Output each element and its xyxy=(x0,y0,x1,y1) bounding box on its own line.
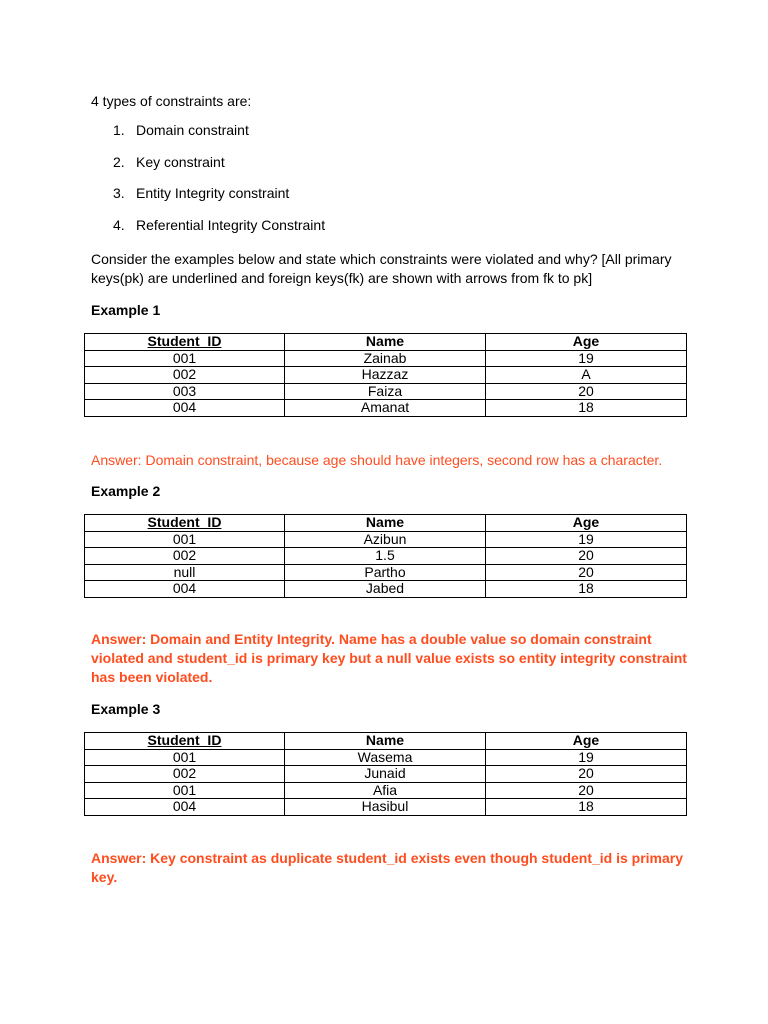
list-number: 3. xyxy=(113,185,125,202)
table-header-row xyxy=(85,515,687,532)
list-number: 2. xyxy=(113,153,125,170)
table-cell: 20 xyxy=(486,782,687,799)
list-item-label: Domain constraint xyxy=(136,122,249,138)
table-cell: 20 xyxy=(486,766,687,783)
example-1-answer: Answer: Domain constraint, because age should have integers, second row has a character. xyxy=(91,452,663,468)
table-cell: 001 xyxy=(85,350,285,367)
table-header-row xyxy=(85,733,687,750)
example-3-table xyxy=(84,732,687,816)
table-cell: 002 xyxy=(85,766,285,783)
table-row xyxy=(85,548,687,565)
column-header xyxy=(85,733,285,750)
column-header: Name xyxy=(285,733,486,750)
example-2-heading: Example 2 xyxy=(91,483,161,499)
table-row xyxy=(85,564,687,581)
table-row xyxy=(85,581,687,598)
column-header xyxy=(85,334,285,351)
column-header xyxy=(85,515,285,532)
table-cell: null xyxy=(85,564,285,581)
list-number: 1. xyxy=(113,122,125,138)
table-cell: 004 xyxy=(85,400,285,417)
table-cell: 19 xyxy=(486,350,687,367)
column-header: Name xyxy=(285,334,486,351)
table-cell: 001 xyxy=(85,531,285,548)
table-cell: 001 xyxy=(85,749,285,766)
table-cell: 001 xyxy=(85,782,285,799)
table-row xyxy=(85,400,687,417)
primary-key-label: Student_ID xyxy=(147,333,222,350)
table-cell: Partho xyxy=(285,564,486,581)
table-cell: Faiza xyxy=(285,383,486,400)
table-row xyxy=(85,350,687,367)
primary-key-label: Student_ID xyxy=(147,514,222,531)
example-2-table xyxy=(84,514,687,598)
table-row xyxy=(85,531,687,548)
table-cell: 003 xyxy=(85,383,285,400)
list-item-label: Entity Integrity constraint xyxy=(136,185,290,202)
table-row xyxy=(85,766,687,783)
table-cell: Wasema xyxy=(285,749,486,766)
example-2-answer: Answer: Domain and Entity Integrity. Name has a double value so domain constraint violated and student_id is primary key but a null value exists so entity integrity constraint has been violated. xyxy=(91,631,687,685)
example-3-answer: Answer: Key constraint as duplicate student_id exists even though student_id is primary key. xyxy=(91,850,684,885)
table-cell: 20 xyxy=(486,548,687,565)
table-cell: 1.5 xyxy=(285,548,486,565)
primary-key-label: Student_ID xyxy=(147,732,222,749)
table-row xyxy=(85,799,687,816)
column-header: Age xyxy=(486,515,687,532)
table-cell: 19 xyxy=(486,531,687,548)
table-cell: 004 xyxy=(85,581,285,598)
table-header-row xyxy=(85,334,687,351)
table-cell: A xyxy=(486,367,687,384)
example-1-table xyxy=(84,333,687,417)
table-cell: 18 xyxy=(486,799,687,816)
list-item-label: Referential Integrity Constraint xyxy=(136,216,326,233)
column-header: Age xyxy=(486,733,687,750)
intro-text: 4 types of constraints are: xyxy=(91,93,252,109)
list-item-label: Key constraint xyxy=(136,153,225,170)
table-cell: 19 xyxy=(486,749,687,766)
example-3-heading: Example 3 xyxy=(91,701,161,717)
table-cell: 002 xyxy=(85,548,285,565)
table-row xyxy=(85,383,687,400)
table-cell: Amanat xyxy=(285,400,486,417)
table-cell: 002 xyxy=(85,367,285,384)
column-header: Name xyxy=(285,515,486,532)
table-cell: Junaid xyxy=(285,766,486,783)
table-cell: Jabed xyxy=(285,581,486,598)
table-row xyxy=(85,749,687,766)
table-cell: Hasibul xyxy=(285,799,486,816)
example-1-heading: Example 1 xyxy=(91,302,161,318)
table-cell: Afia xyxy=(285,782,486,799)
table-cell: 004 xyxy=(85,799,285,816)
table-cell: Azibun xyxy=(285,531,486,548)
column-header: Age xyxy=(486,334,687,351)
table-row xyxy=(85,367,687,384)
table-cell: 20 xyxy=(486,383,687,400)
instructions-paragraph: Consider the examples below and state which constraints were violated and why? [All primary keys(pk) are underlined and foreign keys(fk) are shown with arrows from fk to pk] xyxy=(91,251,672,286)
table-cell: 18 xyxy=(486,581,687,598)
table-cell: Zainab xyxy=(285,350,486,367)
table-row xyxy=(85,782,687,799)
table-cell: 20 xyxy=(486,564,687,581)
list-number: 4. xyxy=(113,216,125,233)
table-cell: 18 xyxy=(486,400,687,417)
table-cell: Hazzaz xyxy=(285,367,486,384)
